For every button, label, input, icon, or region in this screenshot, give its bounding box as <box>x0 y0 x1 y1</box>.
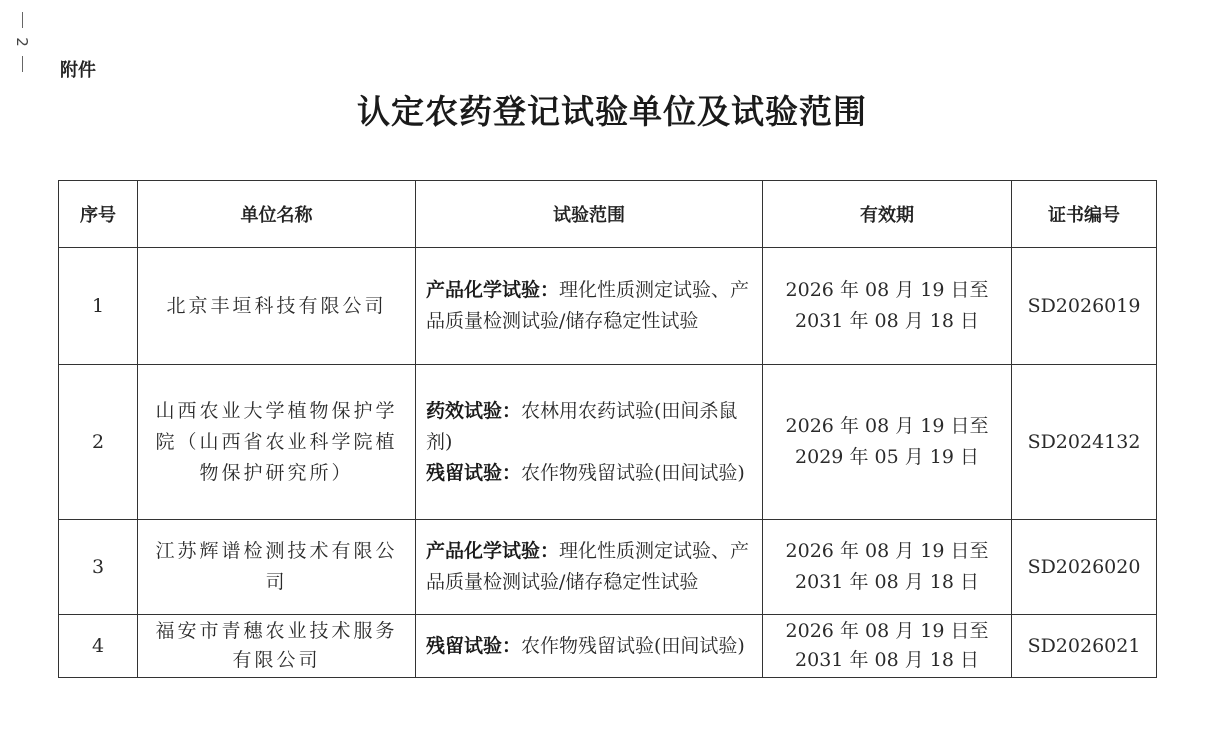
attachment-label: 附件 <box>60 60 96 81</box>
table-header-row <box>59 181 1157 248</box>
page-number: 2 <box>12 37 31 47</box>
cell-no: 4 <box>59 615 138 678</box>
cell-scope <box>416 248 763 365</box>
scope-label: 残留试验： <box>426 461 522 484</box>
cell-validity: 2026 年 08 月 19 日至 2031 年 08 月 18 日 <box>763 520 1012 615</box>
header-cert: 证书编号 <box>1012 181 1157 248</box>
cell-scope <box>416 520 763 615</box>
cell-validity: 2026 年 08 月 19 日至 2029 年 05 月 19 日 <box>763 365 1012 520</box>
cell-unit: 福安市青穗农业技术服务有限公司 <box>138 615 416 678</box>
scope-text: 理化性质测定试验、产品质量检测试验/储存稳定性试验 <box>426 540 750 593</box>
scope-entry <box>426 275 752 337</box>
cell-no: 2 <box>59 365 138 520</box>
cell-validity: 2026 年 08 月 19 日至 2031 年 08 月 18 日 <box>763 248 1012 365</box>
scope-label: 残留试验： <box>426 634 522 657</box>
cell-no: 1 <box>59 248 138 365</box>
scope-text: 农作物残留试验(田间试验) <box>521 461 745 484</box>
scope-text: 理化性质测定试验、产品质量检测试验/储存稳定性试验 <box>426 279 750 332</box>
cell-no: 3 <box>59 520 138 615</box>
scope-entry <box>426 536 752 598</box>
cell-cert: SD2024132 <box>1012 365 1157 520</box>
table-row <box>59 520 1157 615</box>
cell-unit: 江苏辉谱检测技术有限公司 <box>138 520 416 615</box>
cell-cert: SD2026020 <box>1012 520 1157 615</box>
document-title: 认定农药登记试验单位及试验范围 <box>357 92 867 131</box>
page-number-bar-bottom <box>22 56 23 72</box>
table-row <box>59 365 1157 520</box>
scope-entry <box>426 396 752 458</box>
page-number-marker <box>14 12 30 72</box>
header-validity: 有效期 <box>763 181 1012 248</box>
scope-label: 产品化学试验： <box>426 279 560 301</box>
scope-label: 产品化学试验： <box>426 540 560 562</box>
cell-cert: SD2026021 <box>1012 615 1157 678</box>
scope-entry <box>426 632 752 661</box>
header-unit: 单位名称 <box>138 181 416 248</box>
institution-table <box>58 180 1157 678</box>
cell-unit: 山西农业大学植物保护学院（山西省农业科学院植物保护研究所） <box>138 365 416 520</box>
page-number-bar-top <box>22 12 23 28</box>
scope-text: 农林用农药试验(田间杀鼠剂) <box>426 399 738 453</box>
scope-text: 农作物残留试验(田间试验) <box>521 634 745 657</box>
cell-unit: 北京丰垣科技有限公司 <box>138 248 416 365</box>
table-row <box>59 248 1157 365</box>
table-row <box>59 615 1157 678</box>
header-no: 序号 <box>59 181 138 248</box>
cell-scope <box>416 365 763 520</box>
scope-label: 药效试验： <box>426 399 522 422</box>
cell-cert: SD2026019 <box>1012 248 1157 365</box>
header-scope: 试验范围 <box>416 181 763 248</box>
cell-scope <box>416 615 763 678</box>
scope-entry <box>426 458 752 489</box>
cell-validity: 2026 年 08 月 19 日至 2031 年 08 月 18 日 <box>763 615 1012 678</box>
